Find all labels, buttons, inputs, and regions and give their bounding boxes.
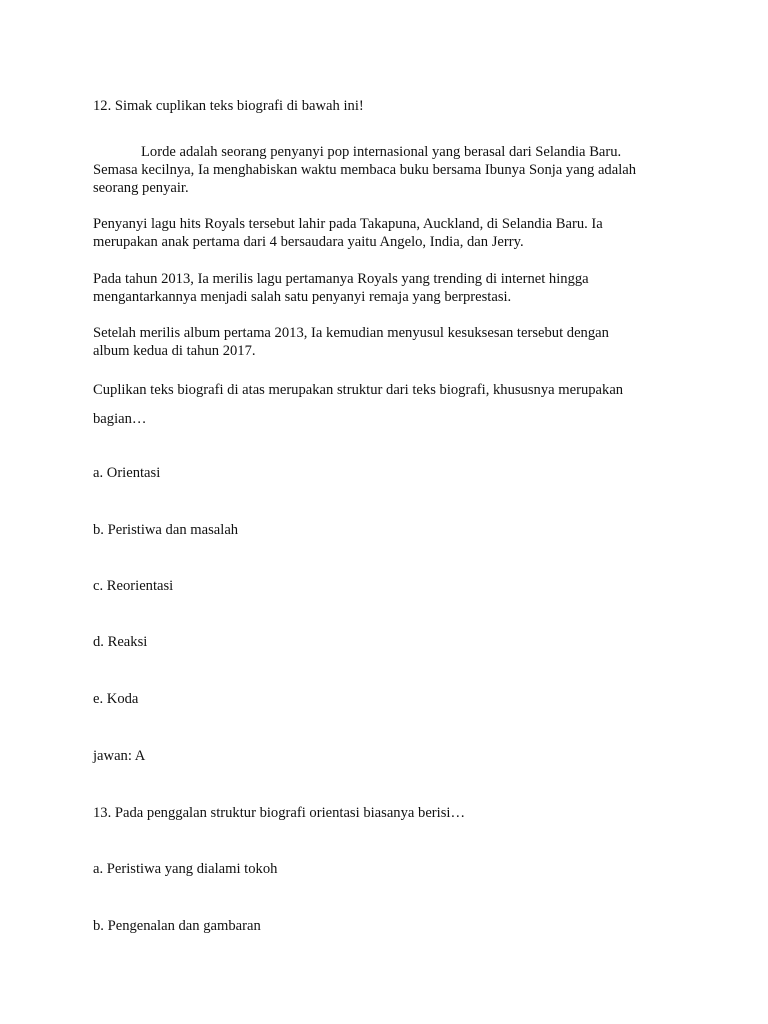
paragraph-line: Lorde adalah seorang penyanyi pop internasional yang berasal dari Selandia Baru. (141, 144, 622, 160)
paragraph-line: Pada tahun 2013, Ia merilis lagu pertamanya Royals yang trending di internet hingga (93, 271, 589, 287)
paragraph-line: album kedua di tahun 2017. (93, 343, 256, 359)
paragraph-line: Semasa kecilnya, Ia menghabiskan waktu membaca buku bersama Ibunya Sonja yang adalah (93, 162, 637, 178)
paragraph-line: Penyanyi lagu hits Royals tersebut lahir pada Takapuna, Auckland, di Selandia Baru. Ia (93, 216, 603, 232)
question-12-title: 12. Simak cuplikan teks biografi di bawah ini! (93, 98, 364, 114)
option-c: c. Reorientasi (93, 578, 174, 594)
paragraph-line: merupakan anak pertama dari 4 bersaudara yaitu Angelo, India, dan Jerry. (93, 234, 524, 250)
option-a: a. Peristiwa yang dialami tokoh (93, 861, 278, 877)
option-b: b. Pengenalan dan gambaran (93, 918, 261, 934)
question-13-title: 13. Pada penggalan struktur biografi orientasi biasanya berisi… (93, 805, 466, 821)
option-b: b. Peristiwa dan masalah (93, 522, 239, 538)
option-e: e. Koda (93, 691, 139, 707)
answer-text: jawan: A (93, 748, 146, 764)
question-line: Cuplikan teks biografi di atas merupakan struktur dari teks biografi, khususnya merupakan (93, 382, 624, 398)
paragraph-line: mengantarkannya menjadi salah satu penyanyi remaja yang berprestasi. (93, 289, 512, 305)
option-d: d. Reaksi (93, 634, 148, 650)
paragraph-line: seorang penyair. (93, 180, 189, 196)
question-line: bagian… (93, 411, 147, 427)
paragraph-line: Setelah merilis album pertama 2013, Ia kemudian menyusul kesuksesan tersebut dengan (93, 325, 609, 341)
option-a: a. Orientasi (93, 465, 161, 481)
